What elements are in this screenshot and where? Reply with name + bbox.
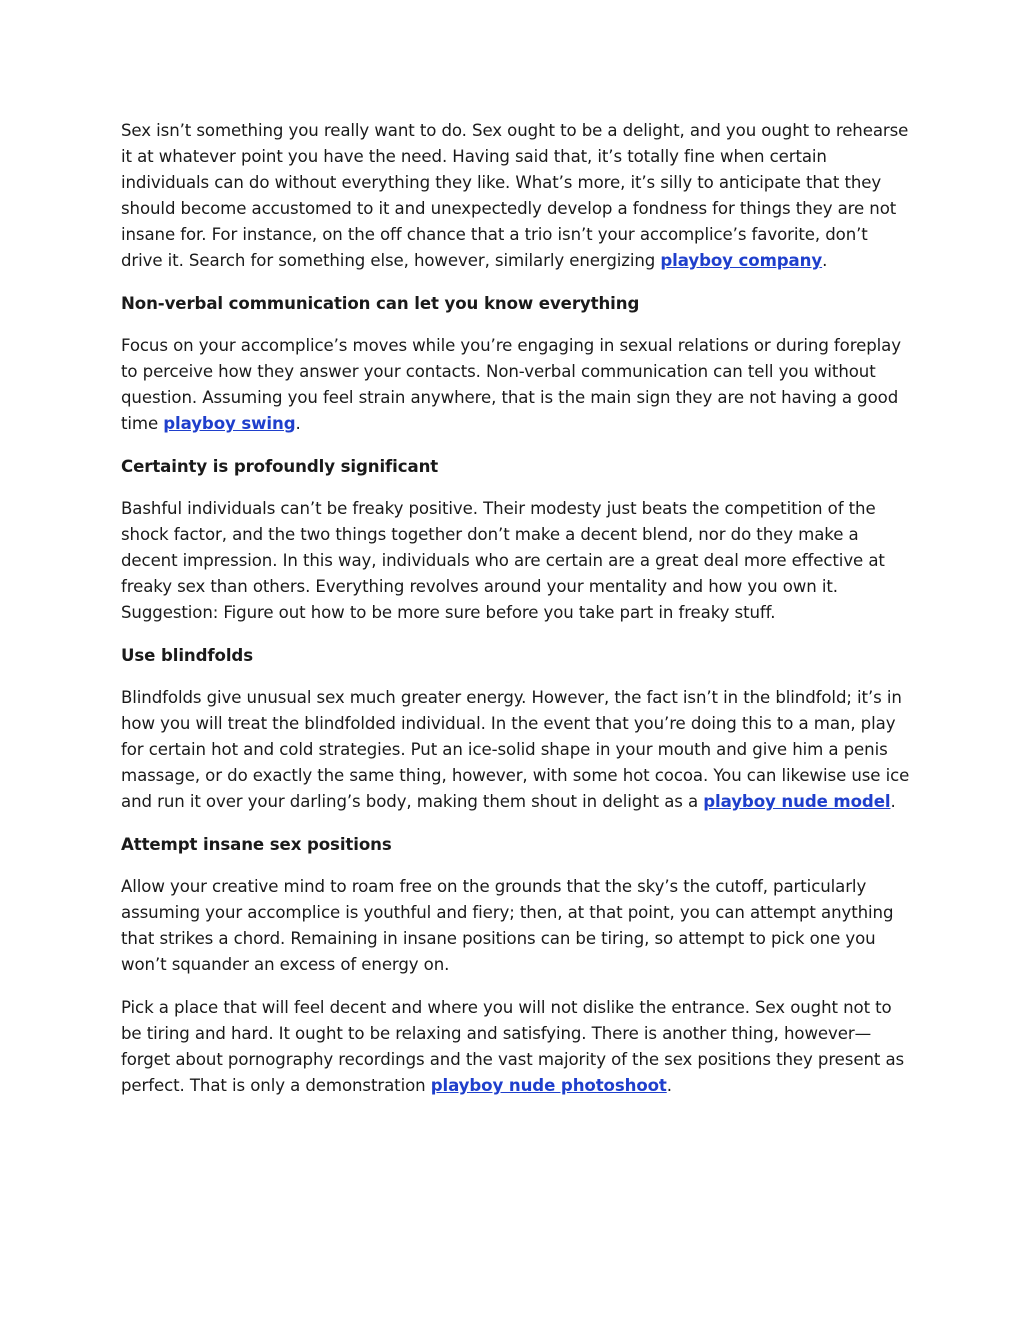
paragraph-intro xyxy=(121,118,911,274)
paragraph-place xyxy=(121,995,911,1099)
link-playboy-swing[interactable]: playboy swing xyxy=(163,414,296,433)
paragraph-non-verbal xyxy=(121,333,911,437)
heading-non-verbal-communication: Non-verbal communication can let you know everything xyxy=(121,294,640,313)
paragraph-end: . xyxy=(295,414,301,433)
paragraph-certainty: Bashful individuals can’t be freaky positive. Their modesty just beats the competition of the shock factor, and the two things together don’t make a decent blend, nor do they make a decent impression. In this way, individuals who are certain are a great deal more effective at freaky sex than others. Everything revolves around your mentality and how you own it. Suggestion: Figure out how to be more sure before you take part in freaky stuff. xyxy=(121,499,885,622)
paragraph-end: . xyxy=(890,792,896,811)
paragraph-text: Blindfolds give unusual sex much greater energy. However, the fact isn’t in the blindfold; it’s in how you will treat the blindfolded individual. In the event that you’re doing this to a man, play for certain hot and cold strategies. Put an ice-solid shape in your mouth and give him a penis massage, or do exactly the same thing, however, with some hot cocoa. You can likewise use ice and run it over your darling’s body, making them shout in delight as a xyxy=(121,688,910,811)
link-playboy-nude-photoshoot[interactable]: playboy nude photoshoot xyxy=(430,1076,667,1095)
paragraph-positions: Allow your creative mind to roam free on the grounds that the sky’s the cutoff, particularly assuming your accomplice is youthful and fiery; then, at that point, you can attempt anything that strikes a chord. Remaining in insane positions can be tiring, so attempt to pick one you won’t squander an excess of energy on. xyxy=(121,877,894,974)
paragraph-text: Sex isn’t something you really want to do. Sex ought to be a delight, and you ought to rehearse it at whatever point you have the need. Having said that, it’s totally fine when certain individuals can do without everything they like. What’s more, it’s silly to anticipate that they should become accustomed to it and unexpectedly develop a fondness for things they are not insane for. For instance, on the off chance that a trio isn’t your accomplice’s favorite, don’t drive it. Search for something else, however, similarly energizing xyxy=(121,121,909,270)
link-playboy-company[interactable]: playboy company xyxy=(660,251,823,270)
link-playboy-nude-model[interactable]: playboy nude model xyxy=(703,792,891,811)
heading-sex-positions: Attempt insane sex positions xyxy=(121,835,392,854)
document-body xyxy=(121,118,911,1116)
paragraph-end: . xyxy=(822,251,828,270)
heading-certainty: Certainty is profoundly significant xyxy=(121,457,439,476)
heading-blindfolds: Use blindfolds xyxy=(121,646,253,665)
paragraph-blindfolds xyxy=(121,685,911,815)
paragraph-text: Pick a place that will feel decent and where you will not dislike the entrance. Sex ought not to be tiring and hard. It ought to be relaxing and satisfying. There is another thing, however—forget about pornography recordings and the vast majority of the sex positions they present as perfect. That is only a demonstration xyxy=(121,998,905,1095)
paragraph-end: . xyxy=(666,1076,672,1095)
paragraph-text: Focus on your accomplice’s moves while you’re engaging in sexual relations or during foreplay to perceive how they answer your contacts. Non-verbal communication can tell you without question. Assuming you feel strain anywhere, that is the main sign they are not having a good time xyxy=(121,336,901,433)
